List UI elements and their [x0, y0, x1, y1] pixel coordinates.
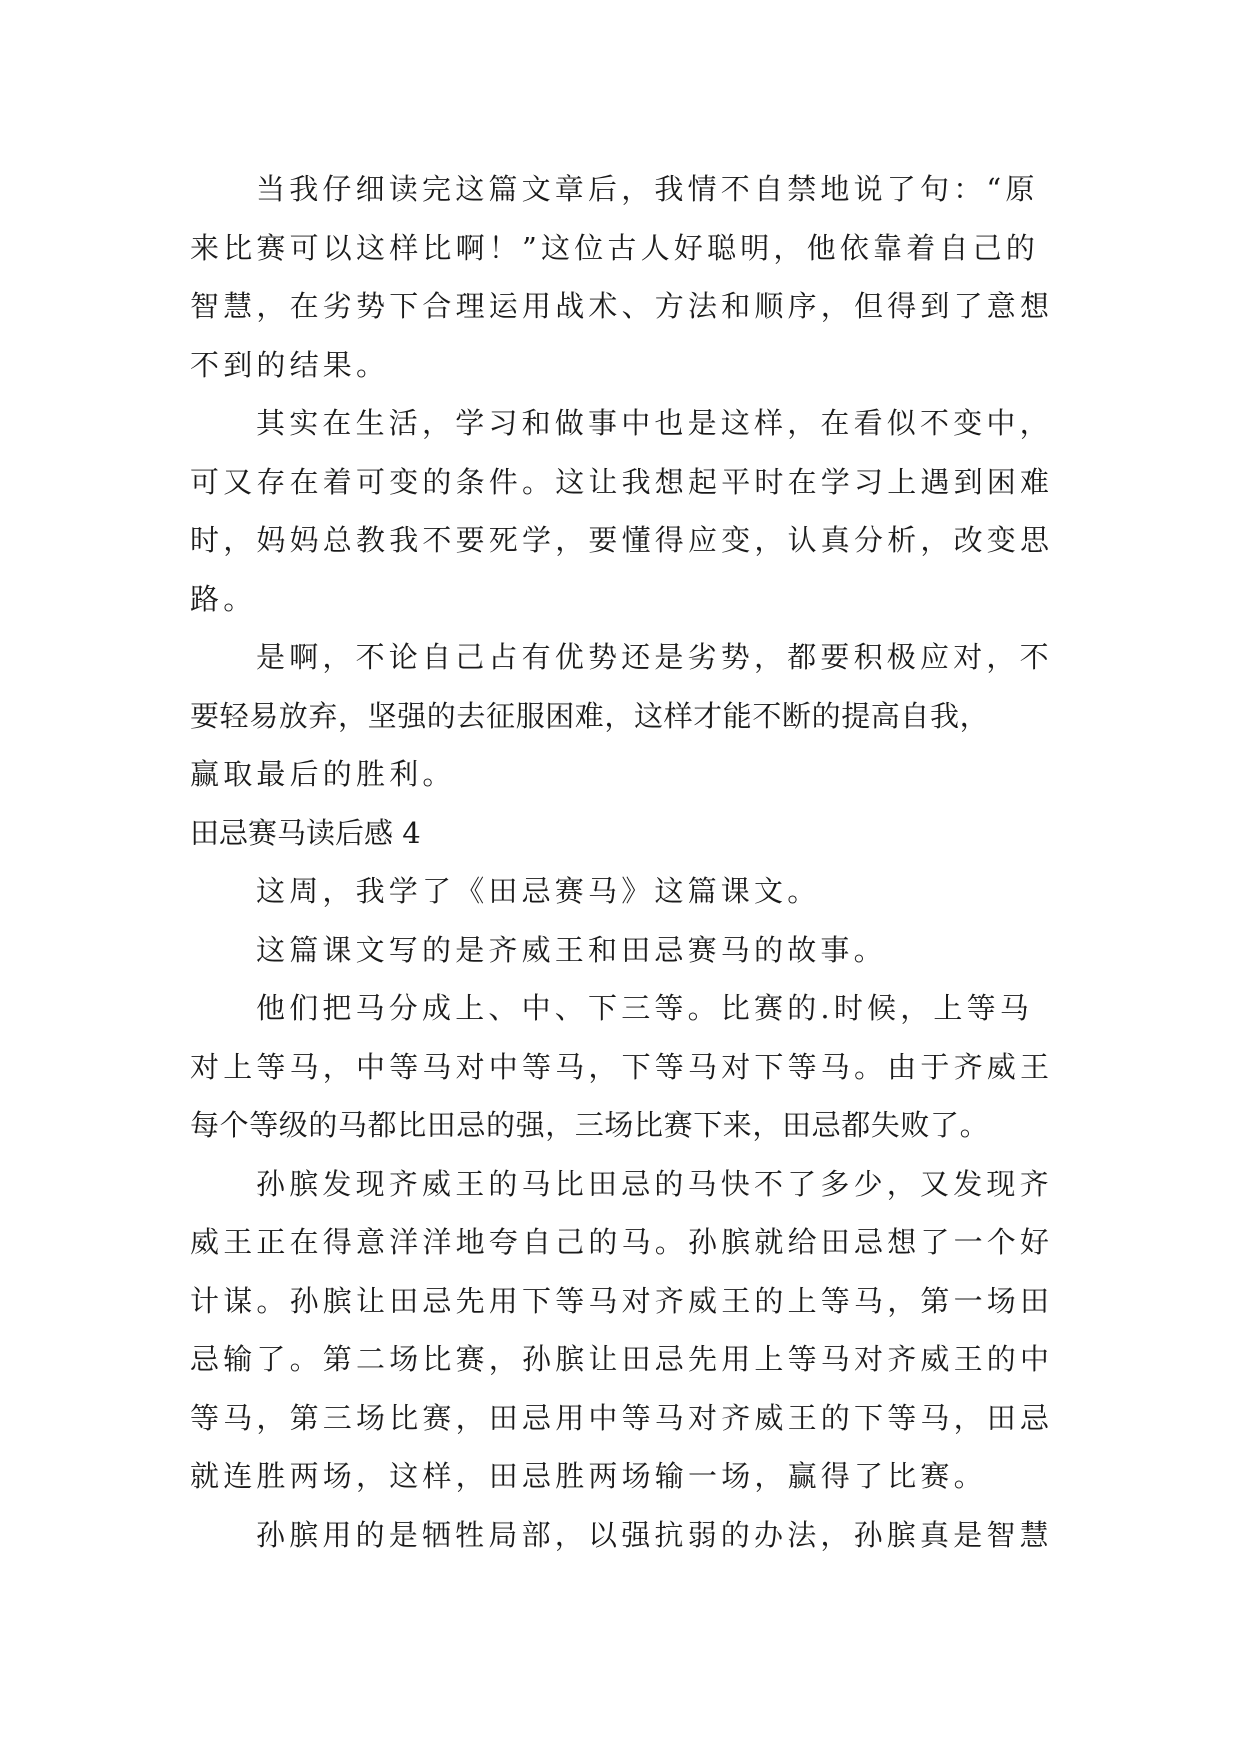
section-heading: 田忌赛马读后感 4: [190, 815, 421, 850]
paragraph-line: 时，妈妈总教我不要死学，要懂得应变，认真分析，改变思: [190, 523, 1054, 557]
paragraph-line: 赢取最后的胜利。: [190, 757, 456, 791]
paragraph-line: 对上等马，中等马对中等马，下等马对下等马。由于齐威王: [190, 1049, 1054, 1084]
paragraph-line: 可又存在着可变的条件。这让我想起平时在学习上遇到困难: [190, 464, 1054, 499]
paragraph-line: 孙膑用的是牺牲局部，以强抗弱的办法，孙膑真是智慧: [256, 1517, 1053, 1552]
paragraph-line: 来比赛可以这样比啊！”这位古人好聪明，他依靠着自己的: [190, 230, 1040, 265]
paragraph-line: 这周，我学了《田忌赛马》这篇课文。: [256, 874, 821, 908]
document-body: [190, 160, 1054, 1564]
paragraph-line: 他们把马分成上、中、下三等。比赛的.时候，上等马: [256, 991, 1034, 1025]
paragraph-line: 每个等级的马都比田忌的强，三场比赛下来，田忌都失败了。: [190, 1108, 990, 1142]
paragraph-line: 智慧，在劣势下合理运用战术、方法和顺序，但得到了意想: [190, 289, 1054, 323]
paragraph-line: 等马，第三场比赛，田忌用中等马对齐威王的下等马，田忌: [190, 1400, 1054, 1435]
paragraph-line: 就连胜两场，这样，田忌胜两场输一场，赢得了比赛。: [190, 1459, 987, 1493]
paragraph-line: 要轻易放弃，坚强的去征服困难，这样才能不断的提高自我，: [190, 698, 990, 733]
paragraph-line: 是啊，不论自己占有优势还是劣势，都要积极应对，不: [256, 640, 1053, 674]
paragraph-line: 不到的结果。: [190, 347, 390, 382]
paragraph-line: 路。: [190, 581, 257, 616]
paragraph-line: 计谋。孙膑让田忌先用下等马对齐威王的上等马，第一场田: [190, 1283, 1054, 1318]
paragraph-line: 这篇课文写的是齐威王和田忌赛马的故事。: [256, 932, 887, 967]
paragraph-line: 威王正在得意洋洋地夸自己的马。孙膑就给田忌想了一个好: [190, 1225, 1054, 1259]
paragraph-line: 忌输了。第二场比赛，孙膑让田忌先用上等马对齐威王的中: [190, 1342, 1054, 1376]
paragraph-line: 孙膑发现齐威王的马比田忌的马快不了多少，又发现齐: [256, 1166, 1053, 1201]
paragraph-line: 其实在生活，学习和做事中也是这样，在看似不变中，: [256, 406, 1053, 440]
paragraph-line: 当我仔细读完这篇文章后，我情不自禁地说了句：“原: [256, 172, 1039, 206]
